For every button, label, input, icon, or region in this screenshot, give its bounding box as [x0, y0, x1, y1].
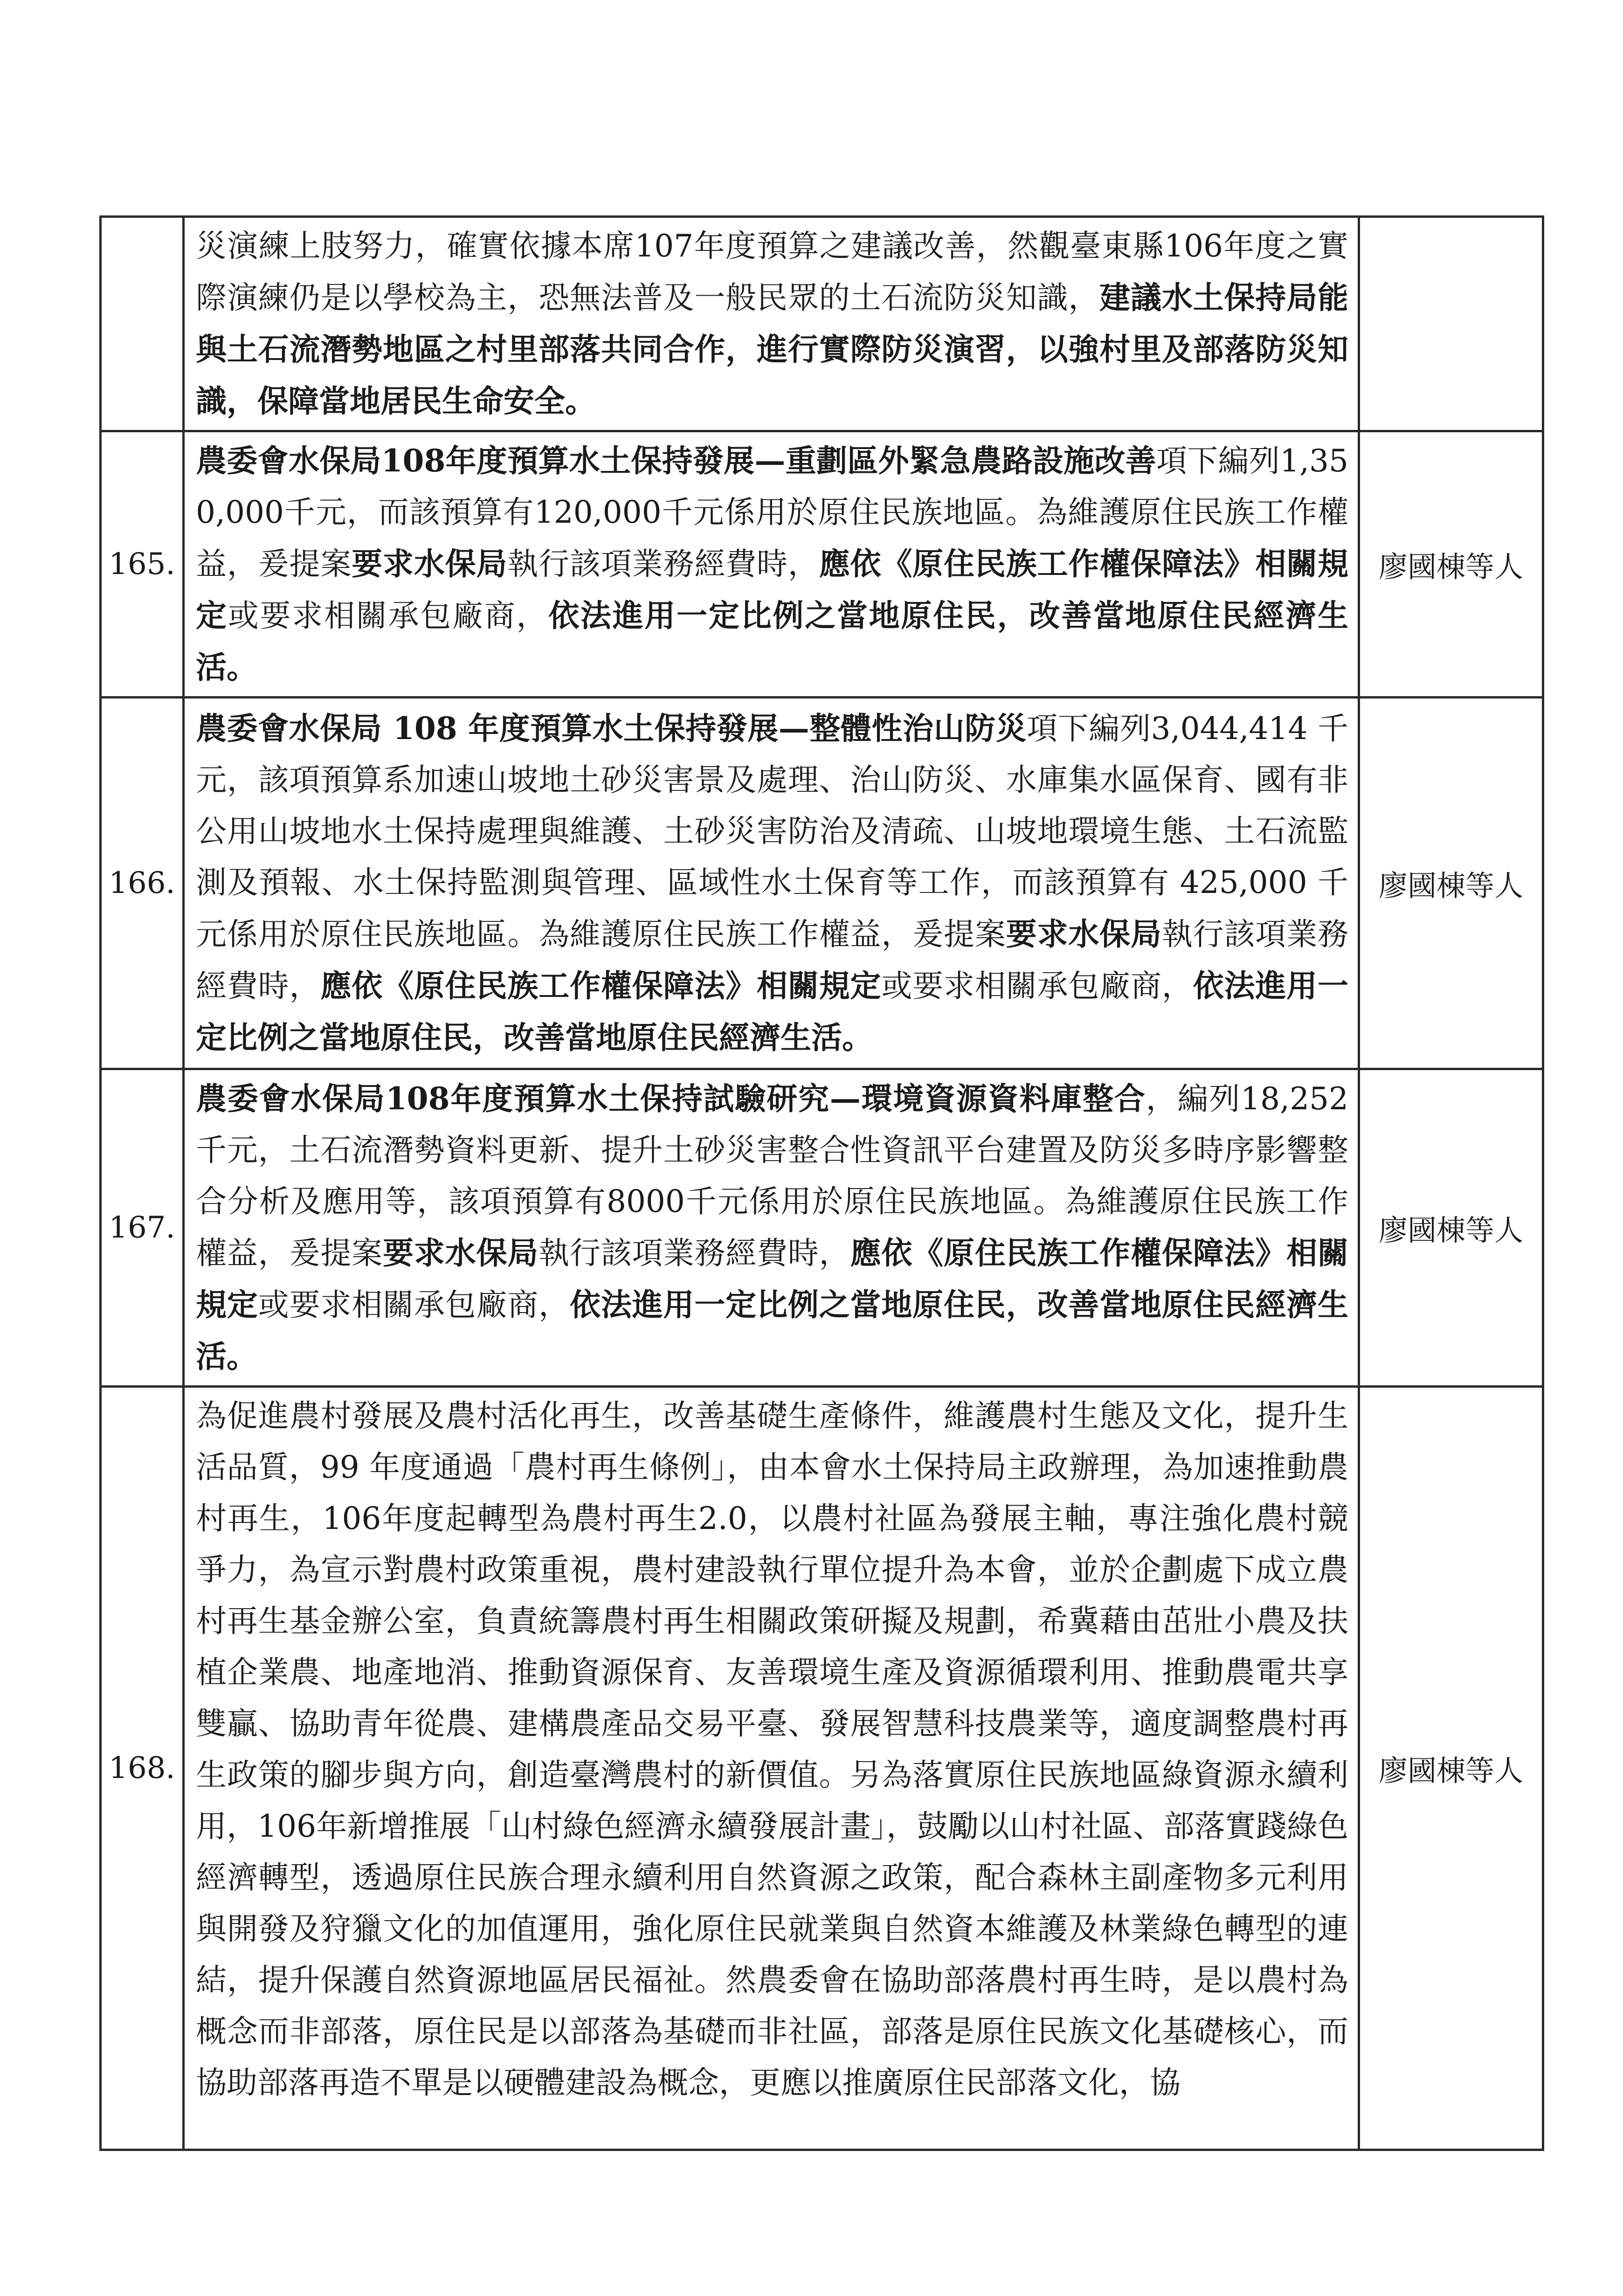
proposer-name: 廖國棟等人: [1359, 1069, 1543, 1387]
text-run: 或要求相關承包廠商，: [258, 1287, 570, 1323]
bold-text-run: 依法進用一定比例之當地原住民，改善當地原住民經濟生活。: [196, 1286, 1349, 1375]
bold-text-run: 應依《原住民族工作權保障法》相關規定: [196, 546, 1349, 634]
bold-text-run: 依法進用一定比例之當地原住民，改善當地原住民經濟生活。: [196, 597, 1349, 685]
table-row: [101, 217, 1543, 431]
bold-text-run: 要求水保局: [1006, 916, 1162, 952]
proposal-table: [99, 215, 1544, 2151]
table-row: [101, 431, 1543, 698]
bold-text-run: 農委會水保局 108 年度預算水土保持發展—整體性治山防災: [196, 710, 1027, 747]
table-row: [101, 698, 1543, 1069]
text-run: 災演練上肢努力，確實依據本席107年度預算之建議改善，然觀臺東縣106年度之實際演練仍是以學校為主，恐無法普及一般民眾的土石流防災知識，: [196, 228, 1348, 316]
bold-text-run: 應依《原住民族工作權保障法》相關規定: [320, 968, 882, 1004]
proposer-name: [1359, 217, 1543, 431]
text-run: 項下編列3,044,414 千元，該項預算系加速山坡地土砂災害景及處理、治山防災、水庫集水區保育、國有非公用山坡地水土保持處理與維護、土砂災害防治及清疏、山坡地環境生態、土石流監測及預報、水土保持監測與管理、區域性水土保育等工作，而該預算有 425,000 千元係用於原住民族地區。為維護原住民族工作權益，爰提案: [196, 711, 1348, 952]
proposal-text: [184, 431, 1359, 698]
bold-text-run: 農委會水保局108年度預算水土保持試驗研究—環境資源資料庫整合: [196, 1080, 1146, 1117]
proposal-text: [184, 217, 1359, 431]
table-row: [101, 1387, 1543, 2150]
bold-text-run: 要求水保局: [383, 1235, 539, 1271]
proposer-name: 廖國棟等人: [1359, 431, 1543, 698]
proposer-name: 廖國棟等人: [1359, 1387, 1543, 2150]
text-run: 執行該項業務經費時，: [539, 1235, 850, 1271]
proposer-name: 廖國棟等人: [1359, 698, 1543, 1069]
bold-text-run: 應依《原住民族工作權保障法》相關規定: [196, 1235, 1349, 1323]
proposal-text: [184, 1069, 1359, 1387]
table-row: [101, 1069, 1543, 1387]
bold-text-run: 農委會水保局108年度預算水土保持發展—重劃區外緊急農路設施改善: [196, 443, 1156, 479]
proposal-text: [184, 1387, 1359, 2150]
bold-text-run: 依法進用一定比例之當地原住民，改善當地原住民經濟生活。: [196, 968, 1349, 1056]
bold-text-run: 建議水土保持局能與土石流潛勢地區之村里部落共同合作，進行實際防災演習，以強村里及部落防災知識，保障當地居民生命安全。: [196, 279, 1349, 419]
item-number: 167.: [101, 1069, 184, 1387]
text-run: 或要求相關承包廠商，: [881, 968, 1193, 1004]
text-run: ，編列18,252千元，土石流潛勢資料更新、提升土砂災害整合性資訊平台建置及防災多時序影響整合分析及應用等，該項預算有8000千元係用於原住民族地區。為維護原住民族工作權益，爰提案: [196, 1081, 1348, 1271]
proposal-text: [184, 698, 1359, 1069]
text-run: 執行該項業務經費時，: [196, 916, 1349, 1004]
item-number: 166.: [101, 698, 184, 1069]
item-number: [101, 217, 184, 431]
item-number: 168.: [101, 1387, 184, 2150]
item-number: 165.: [101, 431, 184, 698]
bold-text-run: 要求水保局: [352, 546, 508, 582]
text-run: 或要求相關承包廠商，: [228, 598, 549, 634]
text-run: 為促進農村發展及農村活化再生，改善基礎生產條件，維護農村生態及文化，提升生活品質，99 年度通過「農村再生條例」，由本會水土保持局主政辦理，為加速推動農村再生，106年度起轉型為農村再生2.0，以農村社區為發展主軸，專注強化農村競爭力，為宣示對農村政策重視，農村建設執行單位提升為本會，並於企劃處下成立農村再生基金辦公室，負責統籌農村再生相關政策研擬及規劃，希冀藉由茁壯小農及扶植企業農、地產地消、推動資源保育、友善環境生產及資源循環利用、推動農電共享雙贏、協助青年從農、建構農產品交易平臺、發展智慧科技農業等，適度調整農村再生政策的腳步與方向，創造臺灣農村的新價值。另為落實原住民族地區綠資源永續利用，106年新增推展「山村綠色經濟永續發展計畫」，鼓勵以山村社區、部落實踐綠色經濟轉型，透過原住民族合理永續利用自然資源之政策，配合森林主副產物多元利用與開發及狩獵文化的加值運用，強化原住民就業與自然資本維護及林業綠色轉型的連結，提升保護自然資源地區居民福祉。然農委會在協助部落農村再生時，是以農村為概念而非部落，原住民是以部落為基礎而非社區，部落是原住民族文化基礎核心，而協助部落再造不單是以硬體建設為概念，更應以推廣原住民部落文化，協: [196, 1398, 1348, 2101]
text-run: 執行該項業務經費時，: [507, 546, 819, 582]
text-run: 項下編列1,350,000千元，而該預算有120,000千元係用於原住民族地區。為維護原住民族工作權益，爰提案: [196, 443, 1348, 582]
